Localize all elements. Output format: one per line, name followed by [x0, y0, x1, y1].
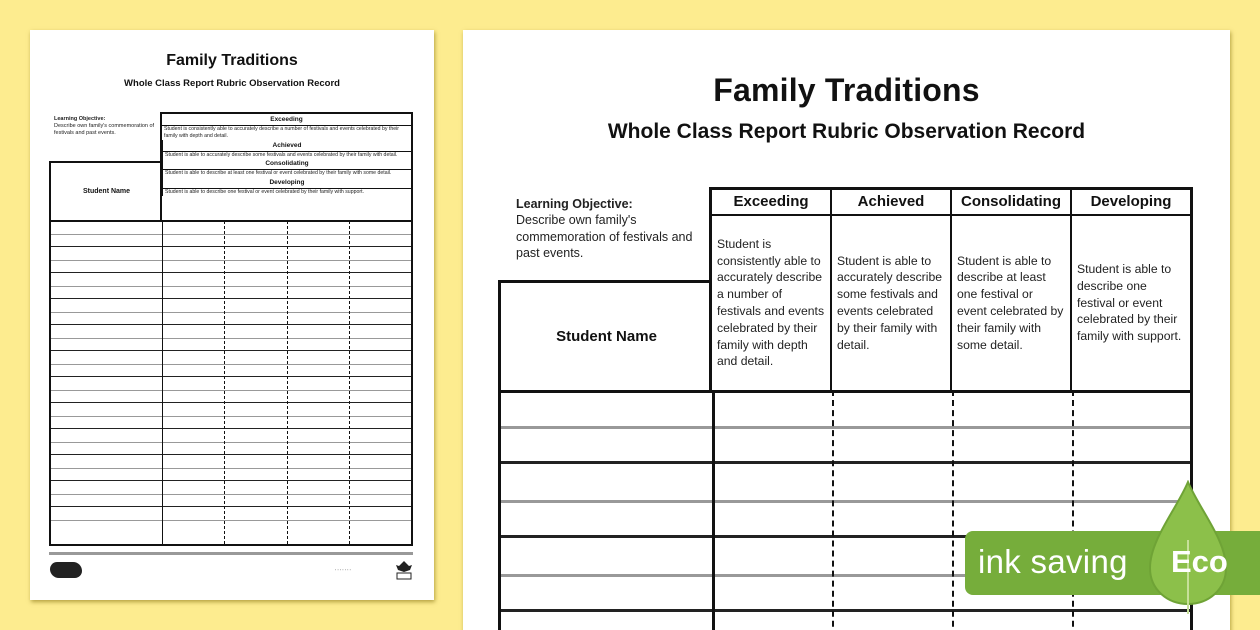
table-row	[51, 377, 411, 403]
ink-saving-eco-badge	[965, 480, 1260, 620]
rubric-column-consolidating	[950, 190, 1070, 390]
learning-objective-text: Describe own family's commemoration of festivals and past events.	[54, 122, 155, 136]
footer-divider	[49, 552, 413, 555]
rubric-column-exceeding	[162, 114, 411, 140]
rubric-column-developing	[1070, 190, 1190, 390]
rubric-descriptor: Student is consistently able to accurately describe a number of festivals and events celebrated by their family with depth and detail.	[164, 126, 400, 139]
table-row	[51, 221, 411, 247]
table-row	[51, 429, 411, 455]
document-subtitle: Whole Class Report Rubric Observation Record	[124, 78, 340, 89]
student-name-header: Student Name	[49, 161, 162, 222]
table-row	[51, 247, 411, 273]
rubric-descriptor: Student is able to describe at least one festival or event celebrated by their family with some detail.	[165, 170, 392, 177]
table-row	[501, 390, 1190, 464]
column-divider	[162, 221, 163, 544]
column-divider	[832, 390, 834, 630]
table-row	[51, 455, 411, 481]
page-preview-thumbnail[interactable]	[30, 30, 434, 600]
rubric-column-achieved	[162, 140, 411, 159]
learning-objective-heading: Learning Objective:	[516, 197, 633, 211]
rubric-level: Exceeding	[712, 190, 830, 216]
rubric-descriptor: Student is able to describe one festival or event celebrated by their family with support.	[1077, 261, 1182, 344]
rubric-header	[709, 187, 1193, 393]
rubric-level: Consolidating	[952, 190, 1070, 216]
rubric-level: Exceeding	[162, 114, 411, 126]
publisher-logo-icon	[50, 562, 82, 578]
student-name-header: Student Name	[498, 280, 712, 393]
rubric-level: Achieved	[163, 140, 411, 152]
footer-text: · · · · · · ·	[335, 567, 351, 572]
rubric-level: Developing	[1072, 190, 1190, 216]
learning-objective	[54, 116, 159, 137]
learning-objective	[516, 196, 716, 261]
rubric-level: Developing	[163, 177, 411, 189]
column-divider	[712, 390, 715, 630]
rubric-level: Achieved	[832, 190, 950, 216]
table-row	[51, 351, 411, 377]
rubric-descriptor: Student is able to accurately describe some festivals and events celebrated by their family with detail.	[165, 151, 398, 158]
eco-badge-text: ink saving	[978, 543, 1128, 580]
rubric-descriptor: Student is consistently able to accurately describe a number of festivals and events celebrated by their family with depth and detail.	[717, 236, 825, 369]
document-title: Family Traditions	[166, 52, 298, 69]
rubric-column-achieved	[830, 190, 950, 390]
table-row	[51, 481, 411, 507]
column-divider	[952, 390, 954, 630]
eco-badge-label: Eco	[1171, 544, 1228, 579]
table-row	[51, 507, 411, 533]
table-row	[51, 325, 411, 351]
eco-leaf-icon	[395, 560, 413, 580]
rubric-column-consolidating	[162, 158, 411, 177]
learning-objective-text: Describe own family's commemoration of festivals and past events.	[516, 213, 693, 260]
table-row	[51, 299, 411, 325]
learning-objective-heading: Learning Objective:	[54, 116, 106, 122]
column-divider	[287, 221, 288, 544]
rubric-column-exceeding	[712, 190, 830, 390]
table-row	[51, 403, 411, 429]
rubric-level: Consolidating	[163, 158, 411, 170]
table-row	[51, 273, 411, 299]
column-divider	[224, 221, 225, 544]
rubric-descriptor: Student is able to describe one festival or event celebrated by their family with support.	[165, 189, 364, 195]
rubric-descriptor: Student is able to describe at least one festival or event celebrated by their family with some detail.	[957, 253, 1064, 352]
rubric-header	[160, 112, 413, 222]
document-subtitle: Whole Class Report Rubric Observation Record	[607, 120, 1086, 143]
student-record-grid	[49, 221, 413, 546]
rubric-column-developing	[162, 177, 411, 196]
rubric-descriptor: Student is able to accurately describe some festivals and events celebrated by their family with detail.	[837, 253, 942, 352]
document-title: Family Traditions	[713, 72, 980, 108]
column-divider	[349, 221, 350, 544]
